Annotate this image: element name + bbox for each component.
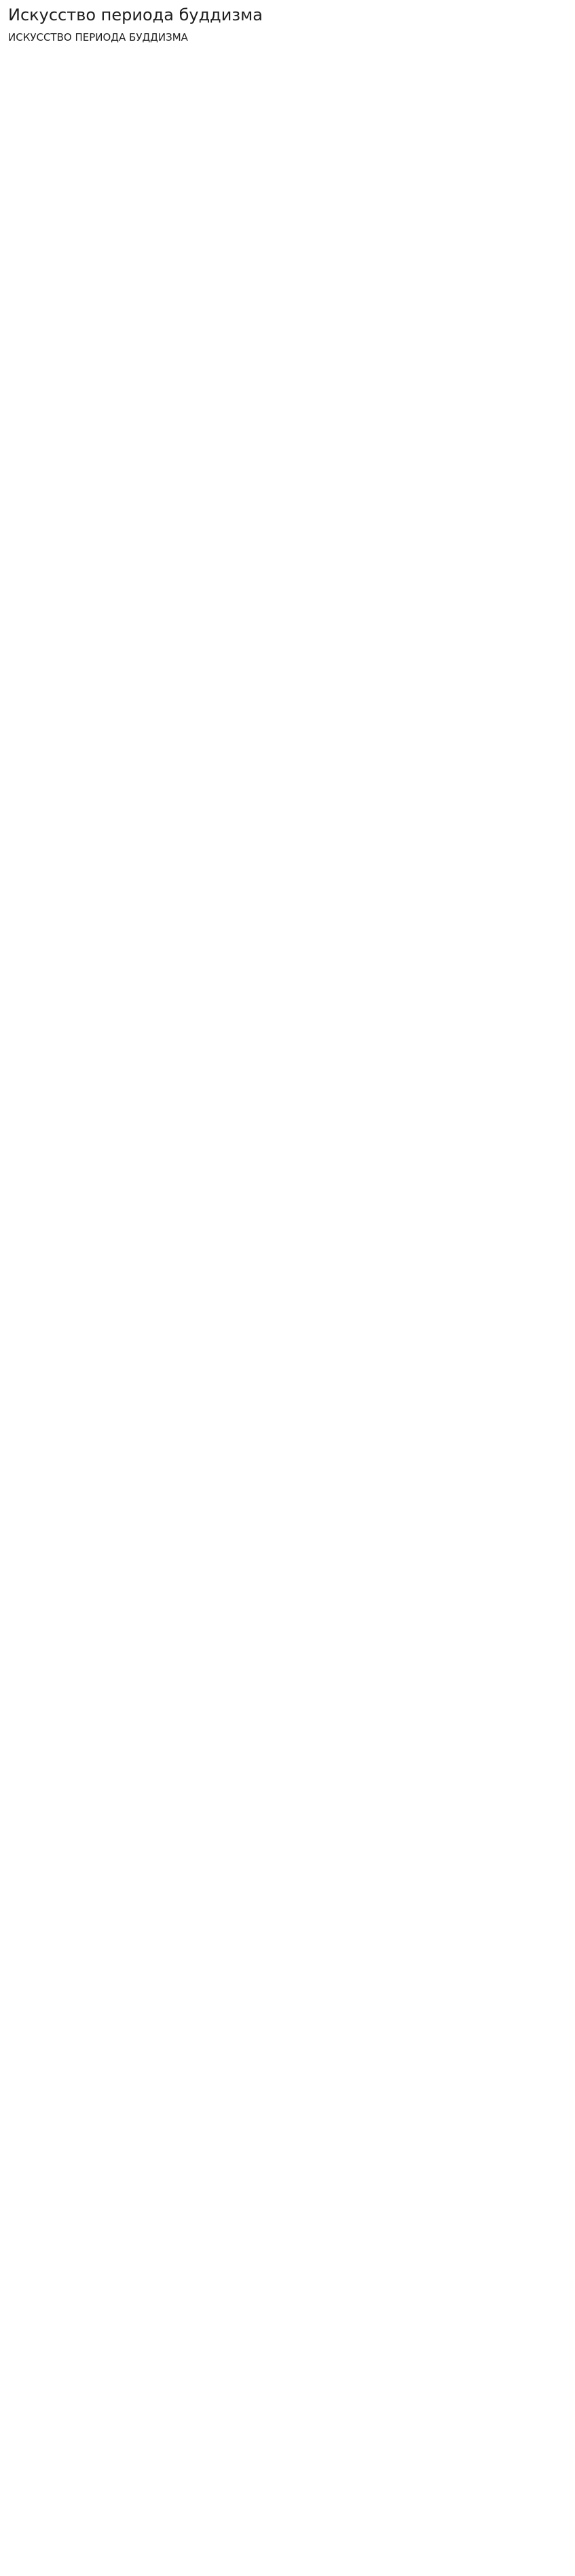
section-heading: ИСКУССТВО ПЕРИОДА БУДДИЗМА xyxy=(8,31,188,43)
page-title: Искусство периода буддизма xyxy=(8,5,263,24)
